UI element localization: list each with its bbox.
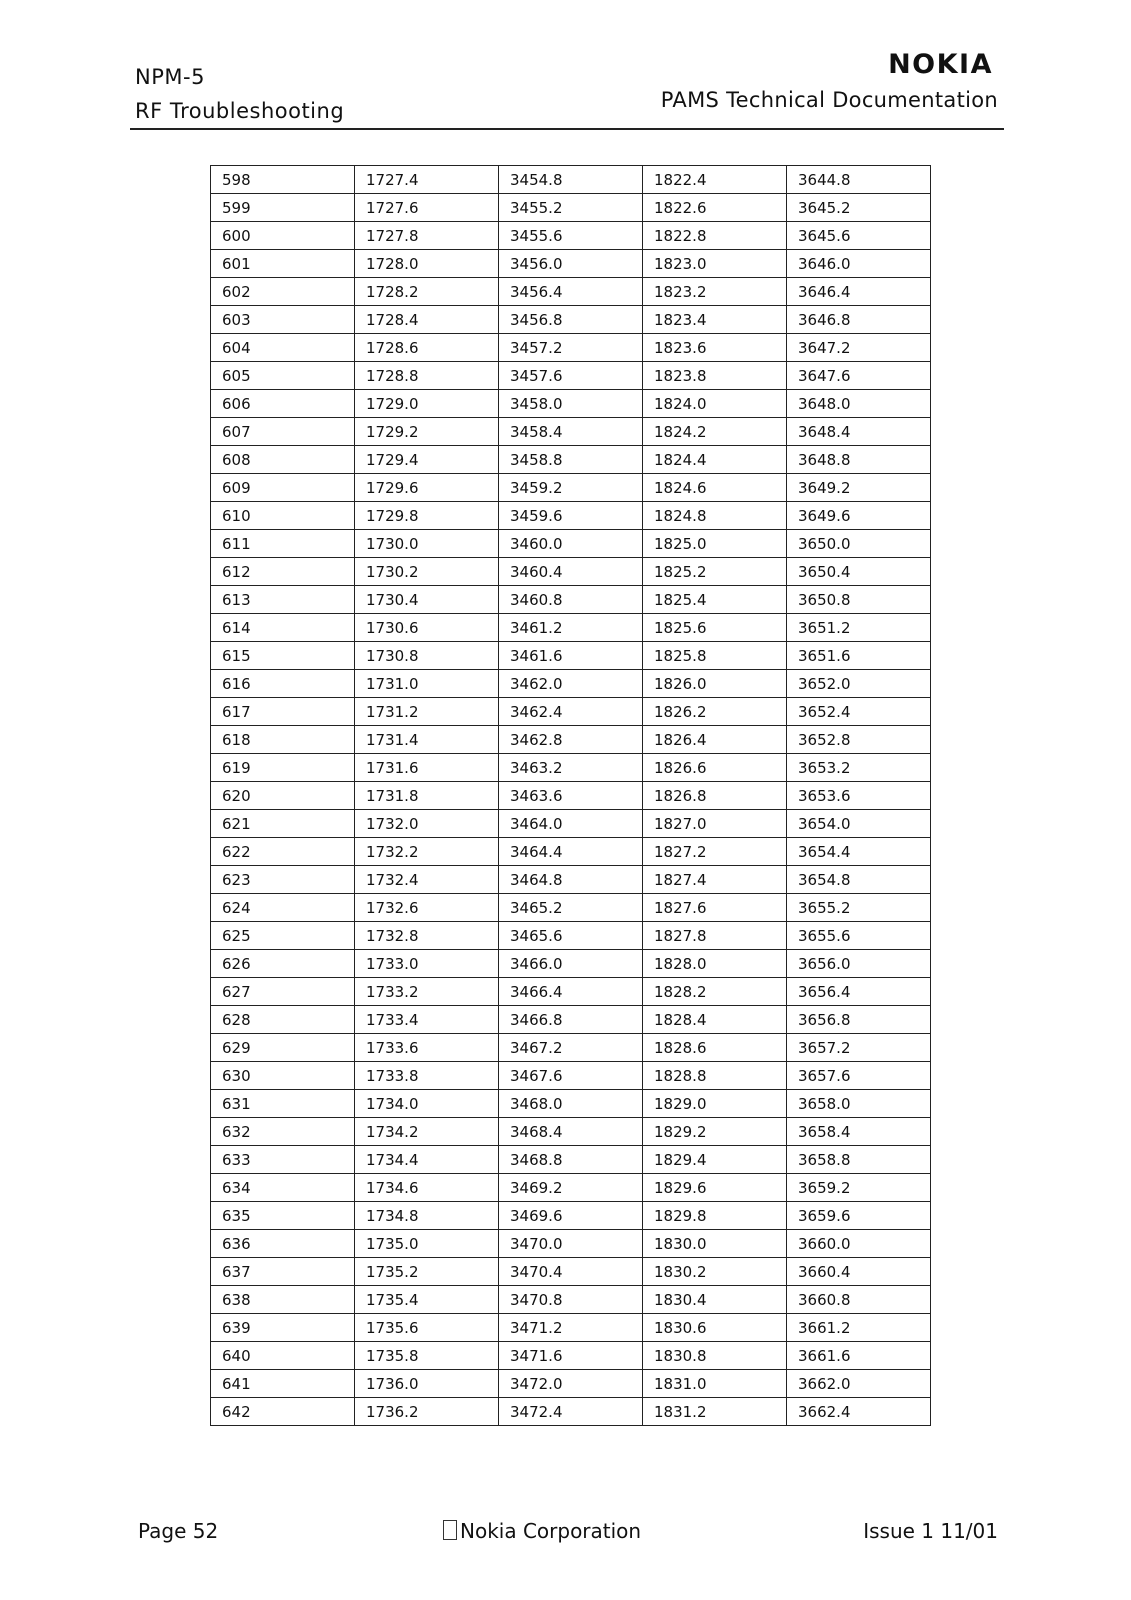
table-cell: 1829.4 — [643, 1146, 787, 1174]
table-cell: 1825.4 — [643, 586, 787, 614]
table-cell: 1734.2 — [355, 1118, 499, 1146]
table-row — [211, 978, 931, 1006]
table-cell: 626 — [211, 950, 355, 978]
table-cell: 1828.0 — [643, 950, 787, 978]
table-cell: 1734.8 — [355, 1202, 499, 1230]
table-cell: 3656.0 — [787, 950, 931, 978]
table-cell: 3646.4 — [787, 278, 931, 306]
table-row — [211, 222, 931, 250]
table-cell: 1735.2 — [355, 1258, 499, 1286]
table-cell: 3645.2 — [787, 194, 931, 222]
table-cell: 1823.2 — [643, 278, 787, 306]
table-cell: 641 — [211, 1370, 355, 1398]
table-cell: 3656.4 — [787, 978, 931, 1006]
issue-info: Issue 1 11/01 — [863, 1519, 998, 1543]
table-row — [211, 1146, 931, 1174]
table-cell: 1733.0 — [355, 950, 499, 978]
table-cell: 3469.2 — [499, 1174, 643, 1202]
table-cell: 3657.6 — [787, 1062, 931, 1090]
table-cell: 3470.0 — [499, 1230, 643, 1258]
table-cell: 3654.4 — [787, 838, 931, 866]
table-row — [211, 698, 931, 726]
table-cell: 3466.4 — [499, 978, 643, 1006]
table-cell: 1735.0 — [355, 1230, 499, 1258]
table-row — [211, 1342, 931, 1370]
table-cell: 1823.8 — [643, 362, 787, 390]
table-cell: 3462.8 — [499, 726, 643, 754]
copyright-text: Nokia Corporation — [460, 1519, 642, 1543]
table-cell: 3465.2 — [499, 894, 643, 922]
table-cell: 3460.0 — [499, 530, 643, 558]
table-cell: 625 — [211, 922, 355, 950]
table-cell: 633 — [211, 1146, 355, 1174]
table-cell: 3658.0 — [787, 1090, 931, 1118]
table-cell: 3657.2 — [787, 1034, 931, 1062]
table-cell: 634 — [211, 1174, 355, 1202]
table-cell: 3655.6 — [787, 922, 931, 950]
table-cell: 1831.2 — [643, 1398, 787, 1426]
table-cell: 1824.4 — [643, 446, 787, 474]
table-cell: 3649.6 — [787, 502, 931, 530]
table-cell: 1824.2 — [643, 418, 787, 446]
table-cell: 598 — [211, 166, 355, 194]
table-cell: 602 — [211, 278, 355, 306]
table-cell: 3658.8 — [787, 1146, 931, 1174]
table-cell: 3468.8 — [499, 1146, 643, 1174]
nokia-logo: NOKIA — [888, 49, 993, 80]
table-row — [211, 670, 931, 698]
table-cell: 619 — [211, 754, 355, 782]
table-cell: 1830.0 — [643, 1230, 787, 1258]
table-cell: 1736.0 — [355, 1370, 499, 1398]
table-cell: 1831.0 — [643, 1370, 787, 1398]
table-row — [211, 726, 931, 754]
table-cell: 1732.2 — [355, 838, 499, 866]
table-cell: 627 — [211, 978, 355, 1006]
table-cell: 1826.4 — [643, 726, 787, 754]
table-row — [211, 502, 931, 530]
table-cell: 1735.6 — [355, 1314, 499, 1342]
table-cell: 1727.6 — [355, 194, 499, 222]
table-cell: 1825.0 — [643, 530, 787, 558]
table-cell: 614 — [211, 614, 355, 642]
table-cell: 1734.6 — [355, 1174, 499, 1202]
table-row — [211, 922, 931, 950]
page-number: Page 52 — [138, 1519, 219, 1543]
copyright — [443, 1519, 641, 1543]
table-cell: 1733.6 — [355, 1034, 499, 1062]
table-cell: 3459.2 — [499, 474, 643, 502]
table-cell: 1824.8 — [643, 502, 787, 530]
table-cell: 3650.0 — [787, 530, 931, 558]
table-cell: 3648.4 — [787, 418, 931, 446]
table-cell: 1827.6 — [643, 894, 787, 922]
table-cell: 617 — [211, 698, 355, 726]
table-cell: 1824.0 — [643, 390, 787, 418]
table-cell: 3462.0 — [499, 670, 643, 698]
table-cell: 1823.0 — [643, 250, 787, 278]
table-cell: 610 — [211, 502, 355, 530]
table-cell: 3465.6 — [499, 922, 643, 950]
table-row — [211, 250, 931, 278]
table-cell: 3660.0 — [787, 1230, 931, 1258]
table-cell: 1827.2 — [643, 838, 787, 866]
table-cell: 1827.8 — [643, 922, 787, 950]
table-cell: 3461.6 — [499, 642, 643, 670]
table-cell: 1731.8 — [355, 782, 499, 810]
table-cell: 3470.4 — [499, 1258, 643, 1286]
table-cell: 1823.6 — [643, 334, 787, 362]
table-cell: 3464.0 — [499, 810, 643, 838]
table-cell: 612 — [211, 558, 355, 586]
table-cell: 3461.2 — [499, 614, 643, 642]
table-cell: 3660.4 — [787, 1258, 931, 1286]
table-cell: 1730.2 — [355, 558, 499, 586]
table-cell: 635 — [211, 1202, 355, 1230]
table-cell: 3652.8 — [787, 726, 931, 754]
table-row — [211, 334, 931, 362]
table-cell: 1729.0 — [355, 390, 499, 418]
table-cell: 3458.0 — [499, 390, 643, 418]
table-cell: 1826.2 — [643, 698, 787, 726]
table-cell: 3662.0 — [787, 1370, 931, 1398]
table-cell: 3463.6 — [499, 782, 643, 810]
table-cell: 3648.8 — [787, 446, 931, 474]
table-cell: 3467.6 — [499, 1062, 643, 1090]
table-cell: 1728.0 — [355, 250, 499, 278]
table-row — [211, 390, 931, 418]
table-cell: 3471.6 — [499, 1342, 643, 1370]
table-row — [211, 1370, 931, 1398]
table-row — [211, 1006, 931, 1034]
table-cell: 3645.6 — [787, 222, 931, 250]
table-cell: 3459.6 — [499, 502, 643, 530]
table-cell: 1731.4 — [355, 726, 499, 754]
table-cell: 3655.2 — [787, 894, 931, 922]
table-cell: 3650.8 — [787, 586, 931, 614]
table-row — [211, 950, 931, 978]
table-cell: 3456.0 — [499, 250, 643, 278]
table-cell: 3456.4 — [499, 278, 643, 306]
table-cell: 3651.6 — [787, 642, 931, 670]
table-cell: 1731.0 — [355, 670, 499, 698]
table-row — [211, 866, 931, 894]
table-cell: 1732.8 — [355, 922, 499, 950]
table-row — [211, 1062, 931, 1090]
table-cell: 3651.2 — [787, 614, 931, 642]
table-cell: 3471.2 — [499, 1314, 643, 1342]
table-row — [211, 194, 931, 222]
table-row — [211, 1174, 931, 1202]
table-cell: 3660.8 — [787, 1286, 931, 1314]
table-cell: 1732.0 — [355, 810, 499, 838]
table-cell: 1733.4 — [355, 1006, 499, 1034]
section-title: RF Troubleshooting — [135, 99, 345, 123]
table-cell: 1823.4 — [643, 306, 787, 334]
table-cell: 1826.0 — [643, 670, 787, 698]
table-cell: 622 — [211, 838, 355, 866]
table-cell: 601 — [211, 250, 355, 278]
table-cell: 3464.4 — [499, 838, 643, 866]
table-cell: 1826.6 — [643, 754, 787, 782]
table-cell: 1736.2 — [355, 1398, 499, 1426]
table-cell: 1729.4 — [355, 446, 499, 474]
table-cell: 3458.8 — [499, 446, 643, 474]
table-cell: 639 — [211, 1314, 355, 1342]
table-cell: 3661.6 — [787, 1342, 931, 1370]
table-cell: 1731.6 — [355, 754, 499, 782]
table-cell: 1732.4 — [355, 866, 499, 894]
table-cell: 3647.2 — [787, 334, 931, 362]
table-cell: 1830.4 — [643, 1286, 787, 1314]
table-cell: 3455.6 — [499, 222, 643, 250]
table-cell: 1829.6 — [643, 1174, 787, 1202]
table-cell: 3659.2 — [787, 1174, 931, 1202]
table-cell: 621 — [211, 810, 355, 838]
table-row — [211, 1258, 931, 1286]
table-row — [211, 278, 931, 306]
table-cell: 1733.2 — [355, 978, 499, 1006]
table-cell: 1830.6 — [643, 1314, 787, 1342]
document-title: PAMS Technical Documentation — [660, 88, 998, 112]
table-cell: 642 — [211, 1398, 355, 1426]
table-cell: 1729.2 — [355, 418, 499, 446]
table-cell: 611 — [211, 530, 355, 558]
table-cell: 1827.4 — [643, 866, 787, 894]
table-cell: 3646.0 — [787, 250, 931, 278]
table-cell: 1728.2 — [355, 278, 499, 306]
table-row — [211, 446, 931, 474]
table-cell: 3662.4 — [787, 1398, 931, 1426]
table-cell: 3472.4 — [499, 1398, 643, 1426]
table-row — [211, 614, 931, 642]
table-cell: 1829.2 — [643, 1118, 787, 1146]
table-cell: 3466.0 — [499, 950, 643, 978]
table-cell: 1828.6 — [643, 1034, 787, 1062]
table-row — [211, 1090, 931, 1118]
table-row — [211, 782, 931, 810]
table-cell: 3656.8 — [787, 1006, 931, 1034]
table-cell: 3457.2 — [499, 334, 643, 362]
table-row — [211, 810, 931, 838]
table-row — [211, 474, 931, 502]
table-cell: 3648.0 — [787, 390, 931, 418]
header-left — [135, 60, 344, 128]
table-row — [211, 1314, 931, 1342]
table-cell: 3464.8 — [499, 866, 643, 894]
table-cell: 1830.8 — [643, 1342, 787, 1370]
table-cell: 1828.8 — [643, 1062, 787, 1090]
table-cell: 1734.0 — [355, 1090, 499, 1118]
table-cell: 630 — [211, 1062, 355, 1090]
table-cell: 1727.4 — [355, 166, 499, 194]
table-cell: 3652.4 — [787, 698, 931, 726]
table-cell: 615 — [211, 642, 355, 670]
table-cell: 1730.0 — [355, 530, 499, 558]
table-cell: 607 — [211, 418, 355, 446]
table-cell: 3460.4 — [499, 558, 643, 586]
table-cell: 1728.6 — [355, 334, 499, 362]
table-row — [211, 1034, 931, 1062]
table-cell: 1822.6 — [643, 194, 787, 222]
table-cell: 1830.2 — [643, 1258, 787, 1286]
table-cell: 608 — [211, 446, 355, 474]
table-cell: 1728.8 — [355, 362, 499, 390]
table-row — [211, 306, 931, 334]
table-row — [211, 1286, 931, 1314]
table-cell: 604 — [211, 334, 355, 362]
table-cell: 620 — [211, 782, 355, 810]
table-cell: 3469.6 — [499, 1202, 643, 1230]
table-cell: 603 — [211, 306, 355, 334]
table-cell: 1730.4 — [355, 586, 499, 614]
table-cell: 628 — [211, 1006, 355, 1034]
table-row — [211, 754, 931, 782]
table-row — [211, 362, 931, 390]
table-cell: 631 — [211, 1090, 355, 1118]
table-row — [211, 1202, 931, 1230]
table-cell: 629 — [211, 1034, 355, 1062]
table-row — [211, 894, 931, 922]
table-cell: 1828.2 — [643, 978, 787, 1006]
table-cell: 3654.8 — [787, 866, 931, 894]
table-cell: 1829.0 — [643, 1090, 787, 1118]
table-cell: 632 — [211, 1118, 355, 1146]
table-cell: 3468.0 — [499, 1090, 643, 1118]
table-row — [211, 418, 931, 446]
table-cell: 613 — [211, 586, 355, 614]
table-cell: 636 — [211, 1230, 355, 1258]
table-cell: 3456.8 — [499, 306, 643, 334]
table-cell: 1735.8 — [355, 1342, 499, 1370]
table-cell: 3661.2 — [787, 1314, 931, 1342]
table-cell: 3472.0 — [499, 1370, 643, 1398]
table-cell: 3659.6 — [787, 1202, 931, 1230]
table-row — [211, 642, 931, 670]
table-cell: 3467.2 — [499, 1034, 643, 1062]
table-cell: 3653.2 — [787, 754, 931, 782]
table-cell: 606 — [211, 390, 355, 418]
table-cell: 1727.8 — [355, 222, 499, 250]
table-cell: 624 — [211, 894, 355, 922]
table-cell: 618 — [211, 726, 355, 754]
table-cell: 1733.8 — [355, 1062, 499, 1090]
table-cell: 3646.8 — [787, 306, 931, 334]
table-cell: 638 — [211, 1286, 355, 1314]
table-cell: 1729.8 — [355, 502, 499, 530]
table-cell: 3647.6 — [787, 362, 931, 390]
table-cell: 1826.8 — [643, 782, 787, 810]
table-body — [211, 166, 931, 1426]
header-rule — [130, 128, 1004, 130]
channel-frequency-table — [210, 165, 931, 1426]
table-cell: 3470.8 — [499, 1286, 643, 1314]
table-row — [211, 1230, 931, 1258]
table-cell: 1822.4 — [643, 166, 787, 194]
table-cell: 1730.8 — [355, 642, 499, 670]
copyright-icon — [443, 1520, 457, 1540]
table-cell: 1728.4 — [355, 306, 499, 334]
table-cell: 1729.6 — [355, 474, 499, 502]
table-cell: 1825.8 — [643, 642, 787, 670]
table-cell: 1825.2 — [643, 558, 787, 586]
table-row — [211, 166, 931, 194]
table-cell: 1734.4 — [355, 1146, 499, 1174]
table-cell: 3460.8 — [499, 586, 643, 614]
table-cell: 637 — [211, 1258, 355, 1286]
table-cell: 3462.4 — [499, 698, 643, 726]
table-cell: 3463.2 — [499, 754, 643, 782]
table-row — [211, 586, 931, 614]
table-cell: 623 — [211, 866, 355, 894]
table-cell: 3468.4 — [499, 1118, 643, 1146]
table-cell: 605 — [211, 362, 355, 390]
table-cell: 3455.2 — [499, 194, 643, 222]
table-cell: 1735.4 — [355, 1286, 499, 1314]
table-cell: 1730.6 — [355, 614, 499, 642]
table-cell: 3654.0 — [787, 810, 931, 838]
table-cell: 600 — [211, 222, 355, 250]
table-cell: 3653.6 — [787, 782, 931, 810]
table-cell: 1829.8 — [643, 1202, 787, 1230]
table-cell: 1822.8 — [643, 222, 787, 250]
table-cell: 1731.2 — [355, 698, 499, 726]
table-cell: 1824.6 — [643, 474, 787, 502]
table-cell: 1825.6 — [643, 614, 787, 642]
table-cell: 1732.6 — [355, 894, 499, 922]
table-row — [211, 530, 931, 558]
table-cell: 609 — [211, 474, 355, 502]
table-row — [211, 1398, 931, 1426]
table-cell: 3457.6 — [499, 362, 643, 390]
table-row — [211, 1118, 931, 1146]
table-cell: 3644.8 — [787, 166, 931, 194]
table-cell: 3466.8 — [499, 1006, 643, 1034]
table-cell: 616 — [211, 670, 355, 698]
table-cell: 3649.2 — [787, 474, 931, 502]
table-cell: 1828.4 — [643, 1006, 787, 1034]
table-cell: 3454.8 — [499, 166, 643, 194]
table-row — [211, 838, 931, 866]
table-cell: 3458.4 — [499, 418, 643, 446]
table-cell: 3652.0 — [787, 670, 931, 698]
model-name: NPM-5 — [135, 65, 205, 89]
table-cell: 599 — [211, 194, 355, 222]
table-row — [211, 558, 931, 586]
table-cell: 640 — [211, 1342, 355, 1370]
table-cell: 3650.4 — [787, 558, 931, 586]
table-cell: 3658.4 — [787, 1118, 931, 1146]
table-cell: 1827.0 — [643, 810, 787, 838]
